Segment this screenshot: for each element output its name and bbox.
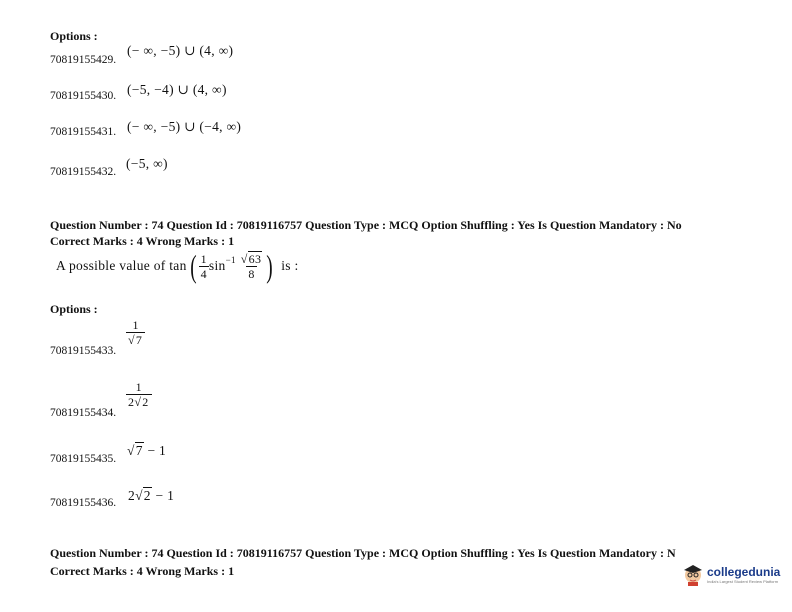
radicand: 2 (143, 488, 151, 503)
sin-function: sin (208, 258, 226, 273)
options-label: Options : (50, 29, 98, 43)
option-answer (126, 380, 152, 409)
coefficient: 2 (128, 488, 136, 503)
option-id: 70819155429. (50, 54, 117, 66)
option-id: 70819155430. (50, 90, 117, 102)
question-header: Question Number : 74 Question Id : 70819116757 Question Type : MCQ Option Shuffling : Yes Is Question Mandatory : No (50, 218, 682, 232)
fraction (126, 318, 145, 347)
fraction-denominator: 8 (248, 266, 255, 281)
brand-tagline: India's Largest Student Review Platform (707, 578, 779, 584)
option-rest: − 1 (143, 443, 167, 458)
fraction-denominator: √7 (126, 332, 145, 347)
brand-name: collegedunia (707, 564, 781, 579)
option-id: 70819155436. (50, 497, 117, 509)
collegedunia-watermark (682, 562, 780, 586)
question-stem (56, 250, 299, 282)
option-answer: (− ∞, −5) ∪ (−4, ∞) (127, 119, 242, 134)
option-answer: (− ∞, −5) ∪ (4, ∞) (127, 43, 234, 58)
question-marks: Correct Marks : 4 Wrong Marks : 1 (50, 234, 235, 248)
fraction-numerator: 1 (135, 380, 142, 394)
fraction-one-quarter (199, 252, 209, 281)
option-id: 70819155432. (50, 166, 117, 178)
stem-suffix: is : (281, 258, 299, 273)
option-id: 70819155431. (50, 126, 117, 138)
fraction-sqrt63-over-8 (239, 252, 265, 281)
fraction-numerator: √63 (240, 251, 262, 266)
option-id: 70819155435. (50, 453, 117, 465)
question-marks-repeat: Correct Marks : 4 Wrong Marks : 1 (50, 564, 235, 578)
inverse-exponent: −1 (225, 255, 236, 265)
fraction-numerator: 1 (200, 251, 207, 266)
option-rest: − 1 (151, 488, 175, 503)
option-answer: √7 − 1 (127, 443, 167, 458)
fraction-denominator: 4 (200, 266, 207, 281)
radicand: 63 (248, 251, 262, 266)
fraction-numerator: 1 (132, 318, 139, 332)
radicand: 2 (142, 395, 149, 409)
fraction-denominator: 2√2 (126, 394, 152, 409)
options-label: Options : (50, 302, 98, 316)
left-paren: ( (189, 248, 197, 284)
option-answer: 2√2 − 1 (128, 488, 175, 503)
fraction (126, 380, 152, 409)
right-paren: ) (266, 248, 274, 284)
option-answer: (−5, −4) ∪ (4, ∞) (127, 82, 227, 97)
option-id: 70819155433. (50, 345, 117, 357)
radicand: 7 (135, 443, 143, 458)
coefficient: 2 (128, 395, 135, 409)
option-id: 70819155434. (50, 407, 117, 419)
stem-prefix: A possible value of tan (56, 258, 187, 273)
question-header-repeat: Question Number : 74 Question Id : 70819116757 Question Type : MCQ Option Shuffling : Yes Is Question Mandatory : N (50, 546, 676, 560)
option-answer: (−5, ∞) (126, 156, 168, 171)
option-answer (126, 318, 145, 347)
radicand: 7 (135, 333, 143, 347)
mascot-logo-icon (682, 562, 704, 586)
